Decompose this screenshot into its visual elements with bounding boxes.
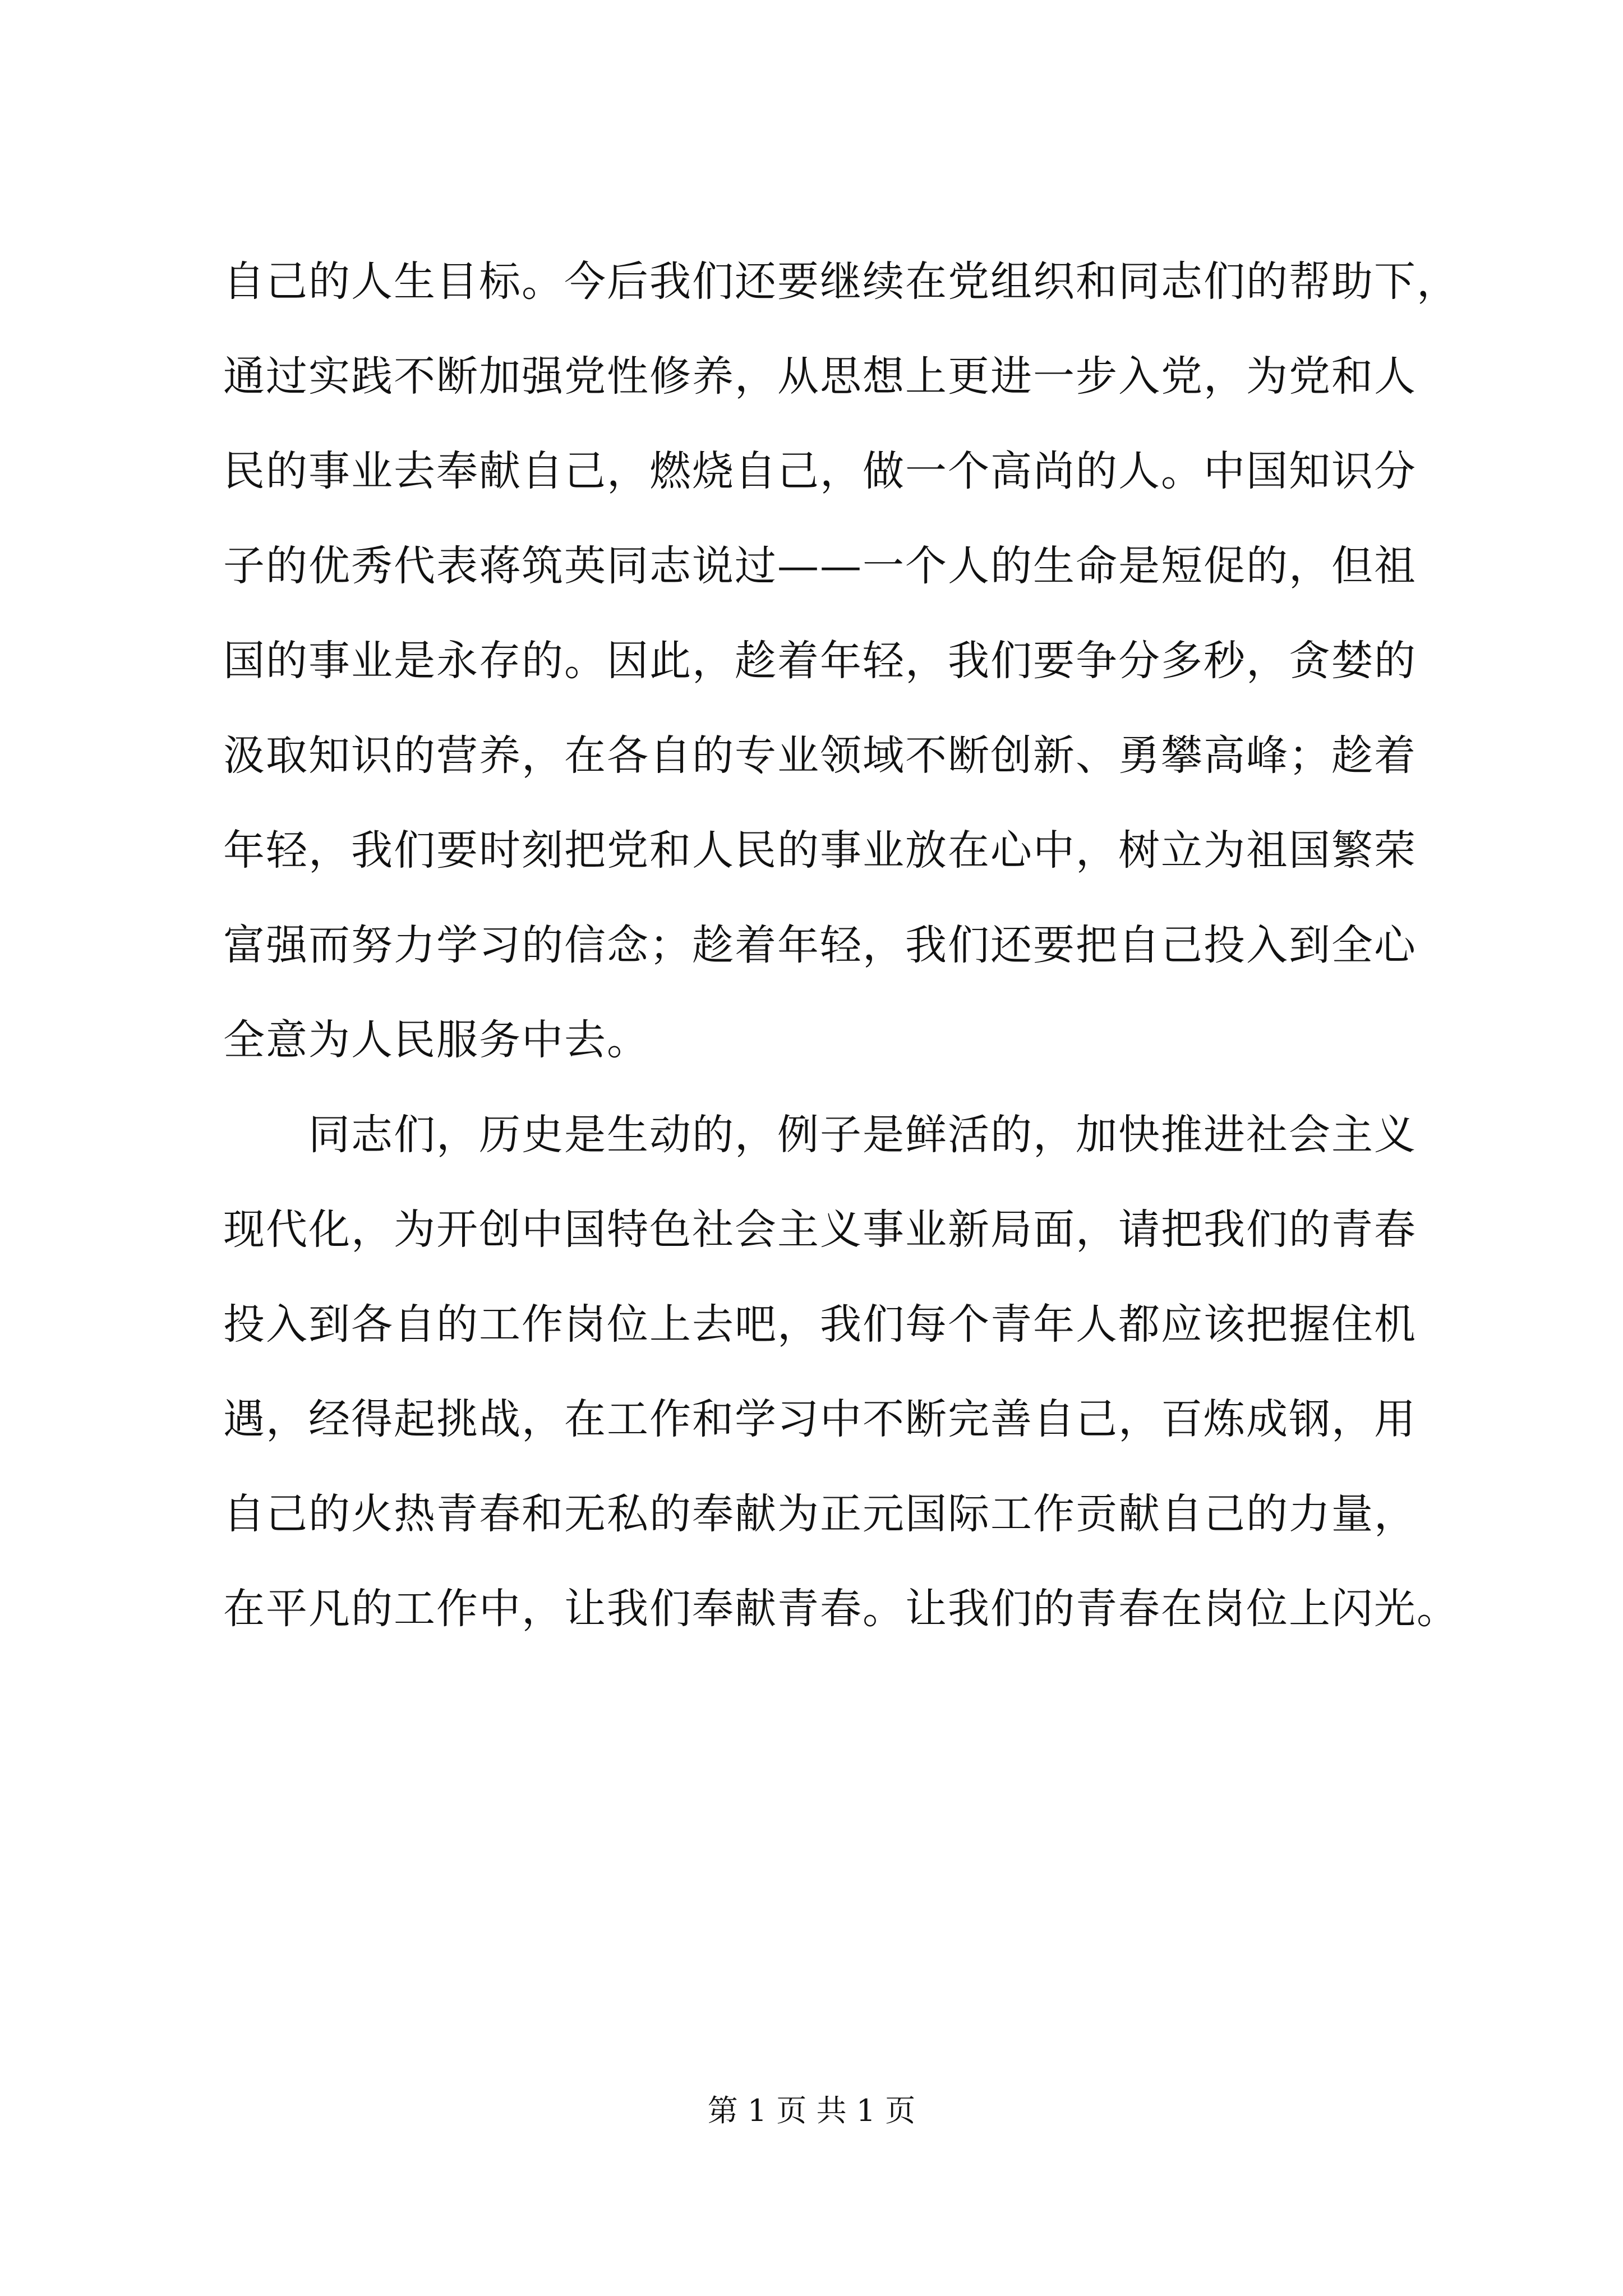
text-line: 全意为人民服务中去。 [223, 1016, 649, 1064]
text-line: 富强而努力学习的信念；趁着年轻，我们还要把自己投入到全心 [223, 921, 1417, 969]
text-line: 通过实践不断加强党性修养，从思想上更进一步入党，为党和人 [223, 352, 1417, 401]
text-line: 年轻，我们要时刻把党和人民的事业放在心中，树立为祖国繁荣 [223, 826, 1417, 875]
text-line: 遇，经得起挑战，在工作和学习中不断完善自己，百炼成钢，用 [223, 1395, 1417, 1443]
text-line: 子的优秀代表蒋筑英同志说过——一个人的生命是短促的，但祖 [223, 542, 1417, 590]
text-line: 国的事业是永存的。因此，趁着年轻，我们要争分多秒，贪婪的 [223, 637, 1417, 685]
text-line: 在平凡的工作中，让我们奉献青春。让我们的青春在岗位上闪光。 [223, 1585, 1459, 1633]
text-line: 投入到各自的工作岗位上去吧，我们每个青年人都应该把握住机 [223, 1300, 1417, 1349]
text-line: 自己的人生目标。今后我们还要继续在党组织和同志们的帮助下， [223, 257, 1459, 306]
body-text [223, 234, 1459, 1657]
page-footer [0, 2086, 1623, 2136]
text-line: 民的事业去奉献自己，燃烧自己，做一个高尚的人。中国知识分 [223, 447, 1417, 495]
text-line: 现代化，为开创中国特色社会主义事业新局面，请把我们的青春 [223, 1205, 1417, 1254]
page-number: 第 1 页 共 1 页 [707, 2093, 916, 2128]
text-line: 同志们，历史是生动的，例子是鲜活的，加快推进社会主义 [223, 1111, 1417, 1159]
text-line: 汲取知识的营养，在各自的专业领域不断创新、勇攀高峰；趁着 [223, 731, 1417, 780]
text-line: 自己的火热青春和无私的奉献为正元国际工作贡献自己的力量， [223, 1490, 1417, 1538]
